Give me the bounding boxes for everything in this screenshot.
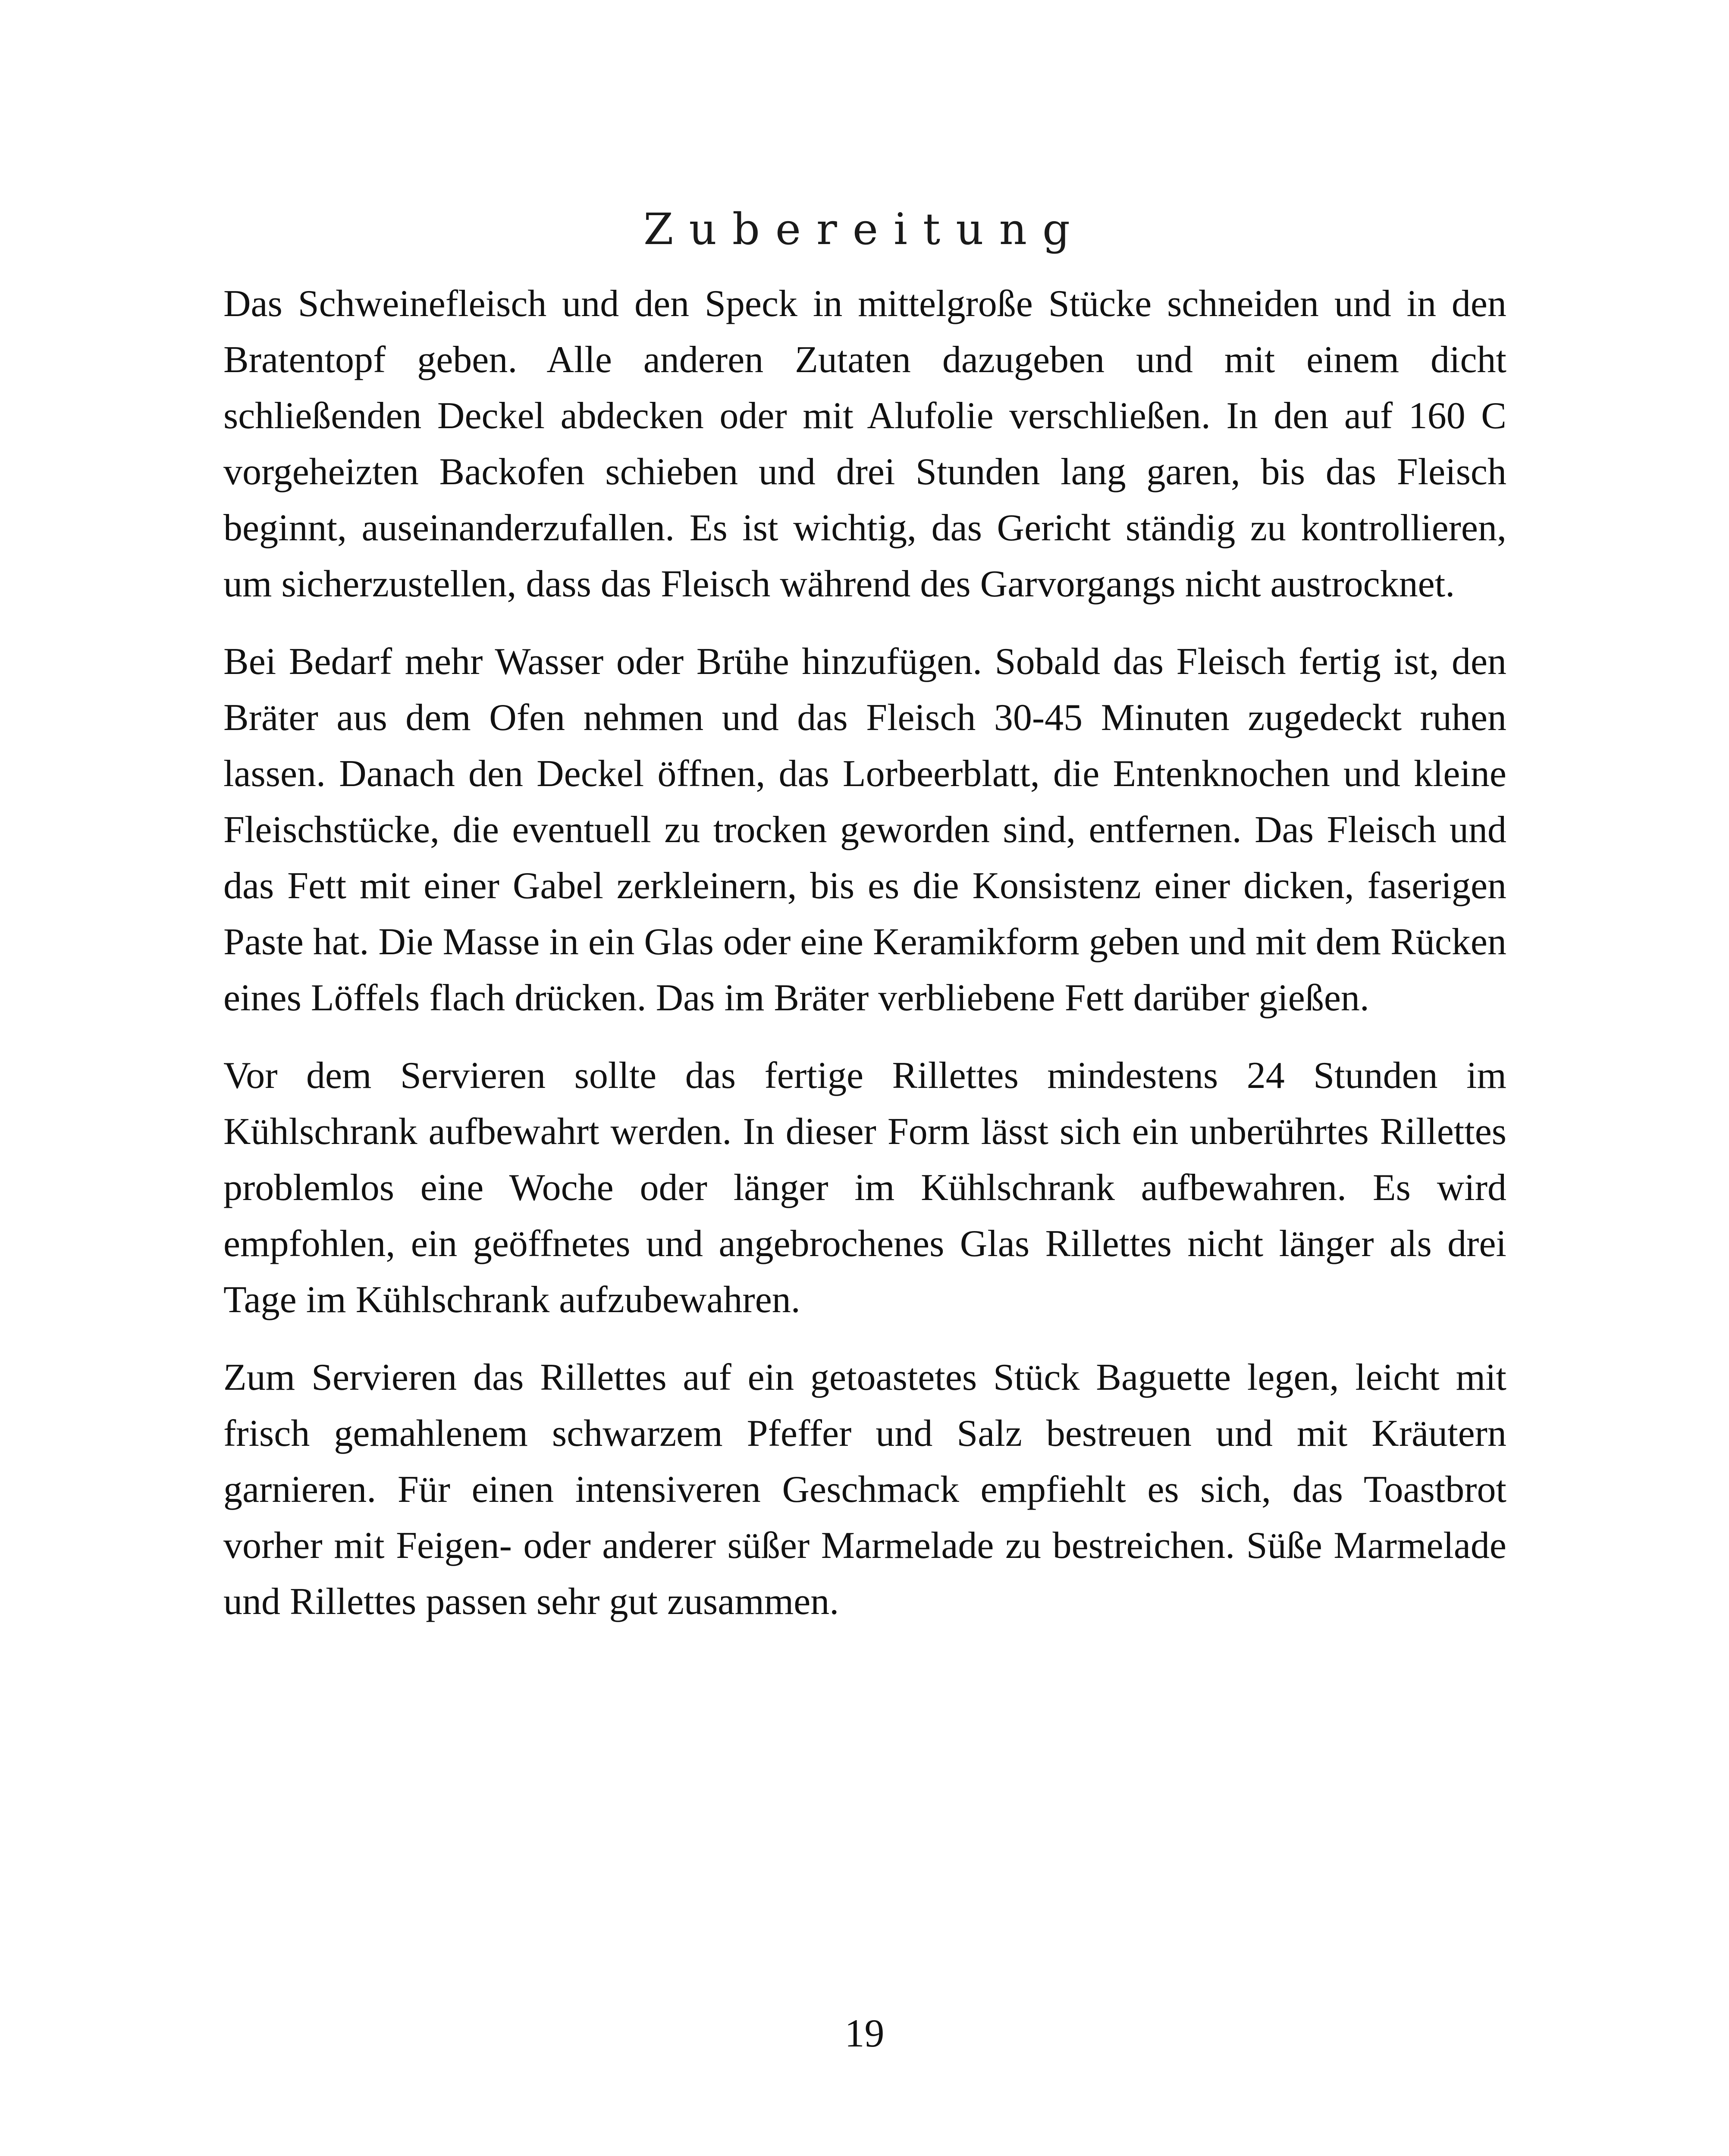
paragraph: Zum Servieren das Rillettes auf ein getoastetes Stück Baguette legen, leicht mit frisch gemahlenem schwarzem Pfeffer und Salz bestreuen und mit Kräutern garnieren. Für einen intensiveren Geschmack empfiehlt es sich, das Toastbrot vorher mit Feigen- oder anderer süßer Marmelade zu bestreichen. Süße Marmelade und Rillettes passen sehr gut zusammen.	[223, 1357, 1506, 1623]
paragraph: Das Schweinefleisch und den Speck in mittelgroße Stücke schneiden und in den Bratentopf geben. Alle anderen Zutaten dazugeben und mit einem dicht schließenden Deckel abdecken oder mit Alufolie verschließen. In den auf 160 C vorgeheizten Backofen schieben und drei Stunden lang garen, bis das Fleisch beginnt, auseinanderzufallen. Es ist wichtig, das Gericht ständig zu kontrollieren, um sicherzustellen, dass das Fleisch während des Garvorgangs nicht austrocknet.	[223, 283, 1506, 605]
section-heading: Zubereitung	[643, 204, 1086, 254]
paragraph: Vor dem Servieren sollte das fertige Rillettes mindestens 24 Stunden im Kühlschrank aufbewahrt werden. In dieser Form lässt sich ein unberührtes Rillettes problemlos eine Woche oder länger im Kühlschrank aufbewahren. Es wird empfohlen, ein geöffnetes und angebrochenes Glas Rillettes nicht länger als drei Tage im Kühlschrank aufzubewahren.	[223, 1055, 1506, 1321]
page-number: 19	[844, 2011, 885, 2055]
body-text	[223, 276, 1506, 1651]
paragraph: Bei Bedarf mehr Wasser oder Brühe hinzufügen. Sobald das Fleisch fertig ist, den Bräter aus dem Ofen nehmen und das Fleisch 30-45 Minuten zugedeckt ruhen lassen. Danach den Deckel öffnen, das Lorbeerblatt, die Entenknochen und kleine Fleischstücke, die eventuell zu trocken geworden sind, entfernen. Das Fleisch und das Fett mit einer Gabel zerkleinern, bis es die Konsistenz einer dicken, faserigen Paste hat. Die Masse in ein Glas oder eine Keramikform geben und mit dem Rücken eines Löffels flach drücken. Das im Bräter verbliebene Fett darüber gießen.	[223, 641, 1506, 1019]
